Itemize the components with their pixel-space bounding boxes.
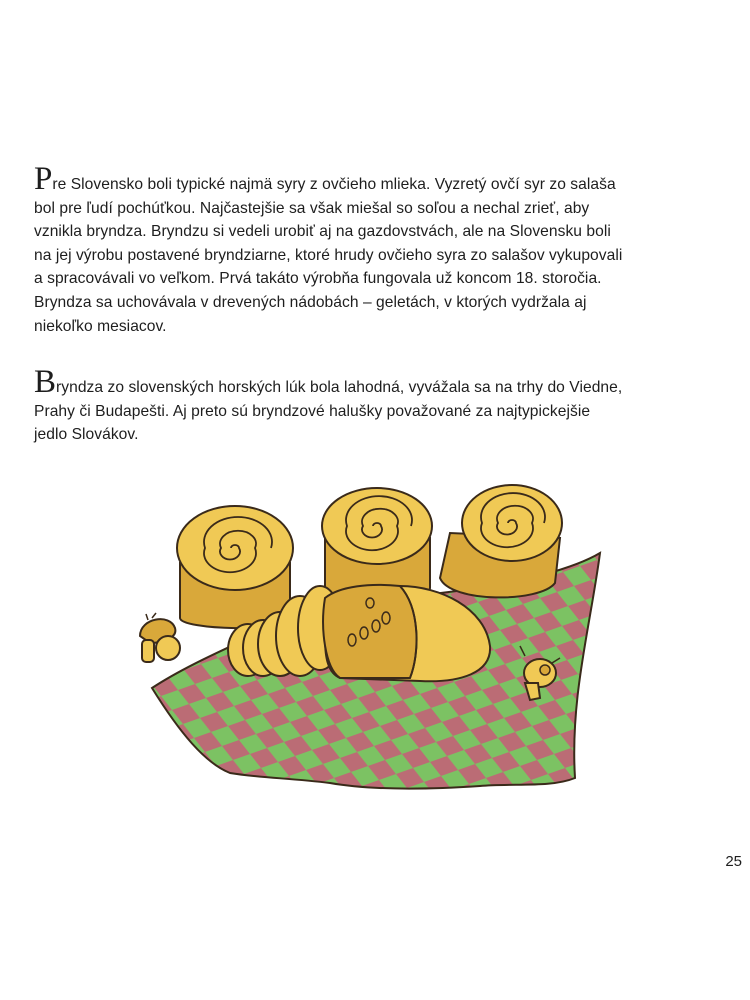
paragraph-1 [34, 161, 734, 338]
paragraph-line: Bryndza sa uchovávala v drevených nádobách – geletách, v ktorých vydržala aj [34, 293, 587, 311]
cheese-roll [177, 506, 293, 628]
paragraph-line: ryndza zo slovenských horských lúk bola lahodná, vyvážala sa na trhy do Viedne, [56, 379, 623, 396]
cheese-roll [440, 485, 562, 597]
drop-cap: B [34, 364, 57, 400]
paragraph-line: a spracovávali vo veľkom. Prvá takáto výrobňa fungovala už koncom 18. storočia. [34, 270, 602, 288]
mushroom [140, 613, 180, 662]
cheese-roll [322, 488, 432, 599]
drop-cap: P [34, 161, 53, 197]
page-number: 25 [725, 853, 742, 870]
paragraph-line: niekoľko mesiacov. [34, 317, 167, 335]
paragraph-line: Prahy či Budapešti. Aj preto sú bryndzové halušky považované za najtypickejšie [34, 402, 591, 420]
paragraph-line: vznikla bryndza. Bryndzu si vedeli urobiť aj na gazdovstvách, ale na Slovensku boli [34, 223, 611, 241]
paragraph-line: jedlo Slovákov. [34, 426, 139, 444]
cheese-picnic-illustration [120, 478, 620, 790]
paragraph-line: bol pre ľudí pochúťkou. Najčastejšie sa však miešal so soľou a nechal zrieť, aby [34, 199, 590, 217]
paragraph-2 [34, 364, 734, 447]
paragraph-line: na jej výrobu postavené bryndziarne, ktoré hrudy ovčieho syra zo salašov vykupovali [34, 246, 623, 264]
paragraph-line: re Slovensko boli typické najmä syry z ovčieho mlieka. Vyzretý ovčí syr zo salaša [52, 176, 616, 193]
